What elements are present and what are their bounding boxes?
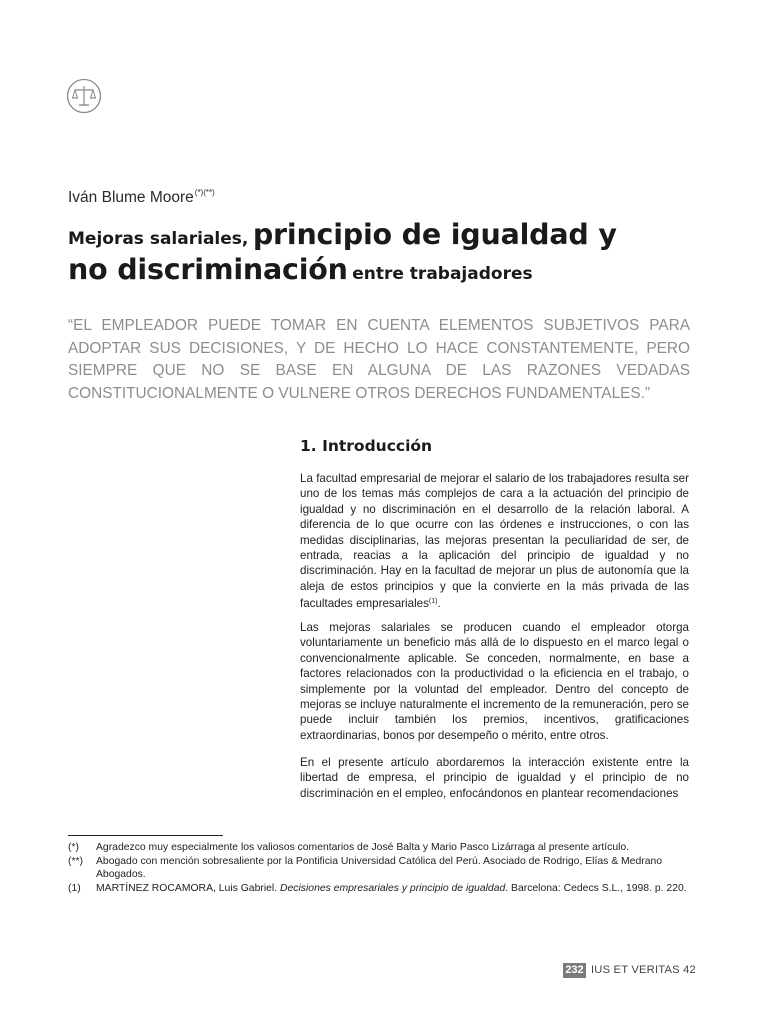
- paragraph-1-end: .: [437, 597, 441, 611]
- author-footnote-marks: (*)(**): [194, 188, 215, 197]
- paragraph-1-text: La facultad empresarial de mejorar el salario de los trabajadores resulta ser uno de los temas más complejos de cara a la actuación del principio de igualdad y no discriminación en el desarrollo de la relación laboral. A diferencia de lo que ocurre con las órdenes e instrucciones, o con las medidas disciplinarias, las mejoras presentan la peculiaridad de ser, de entrada, reacias a la aplicación del principio de igualdad y no discriminación. Hay en la facultad de mejorar un plus de autonomía que la aleja de estos principios y que la convierte en la más privada de las facultades empresariales: [300, 472, 689, 611]
- footnote-mark: (*): [68, 842, 79, 853]
- author-name: Iván Blume Moore: [68, 189, 194, 206]
- footnote-3: [68, 882, 692, 895]
- title-part-1: Mejoras salariales,: [68, 229, 249, 249]
- scales-of-justice-icon: [66, 78, 102, 114]
- journal-name: IUS ET VERITAS 42: [591, 964, 696, 976]
- journal-logo: [66, 78, 102, 114]
- page-number: 232: [563, 963, 586, 978]
- paragraph-1: [300, 471, 689, 612]
- footnote-citation-rest: . Barcelona: Cedecs S.L., 1998. p. 220.: [505, 883, 687, 894]
- title-part-2: principio de igualdad y: [252, 218, 617, 251]
- epigraph-quote: “EL EMPLEADOR PUEDE TOMAR EN CUENTA ELEMENTOS SUBJETIVOS PARA ADOPTAR SUS DECISIONES, Y DE HECHO LO HACE CONSTANTEMENTE, PERO SIEMPRE QUE NO SE BASE EN ALGUNA DE LAS RAZONES VEDADAS CONSTITUCIONALMENTE O VULNERE OTROS DERECHOS FUNDAMENTALES.”: [68, 317, 690, 402]
- footnote-text: [96, 882, 692, 895]
- title-part-4: entre trabajadores: [352, 264, 533, 284]
- title-part-3: no discriminación: [68, 253, 348, 286]
- paragraph-2: Las mejoras salariales se producen cuando el empleador otorga voluntariamente un beneficio más allá de lo dispuesto en el marco legal o convencionalmente aplicable. Se conceden, normalmente, en base a factores relacionados con la productividad o la eficiencia en el trabajo, o simplemente por la voluntad del empleador. Dentro del concepto de mejoras se incluye naturalmente el incremento de la remuneración, pero se puede incluir también los premios, incentivos, gratificaciones extraordinarias, bonos por desempeño o mérito, entre otros.: [300, 621, 689, 742]
- footnote-divider: [68, 835, 223, 836]
- footnote-text: Abogado con mención sobresaliente por la Pontificia Universidad Católica del Perú. Asociado de Rodrigo, Elías & Medrano Abogados.: [96, 856, 663, 881]
- footnote-text: Agradezco muy especialmente los valiosos comentarios de José Balta y Mario Pasco Lizárraga al presente artículo.: [96, 842, 630, 853]
- article-title: [68, 220, 708, 290]
- footnote-citation-author: MARTÍNEZ ROCAMORA, Luis Gabriel.: [96, 883, 280, 894]
- footnote-ref-1[interactable]: (1): [428, 598, 438, 606]
- footnote-mark: (1): [68, 883, 81, 894]
- footnote-citation-title: Decisiones empresariales y principio de igualdad: [280, 883, 506, 894]
- footnote-mark: (**): [68, 856, 84, 867]
- section-heading: 1. Introducción: [300, 437, 433, 455]
- author-line: [68, 188, 215, 207]
- footnote-1: [68, 841, 692, 854]
- footnote-2: [68, 855, 692, 882]
- paragraph-3: En el presente artículo abordaremos la interacción existente entre la libertad de empresa, el principio de igualdad y el principio de no discriminación en el empleo, enfocándonos en plantear recomendaciones: [300, 756, 689, 800]
